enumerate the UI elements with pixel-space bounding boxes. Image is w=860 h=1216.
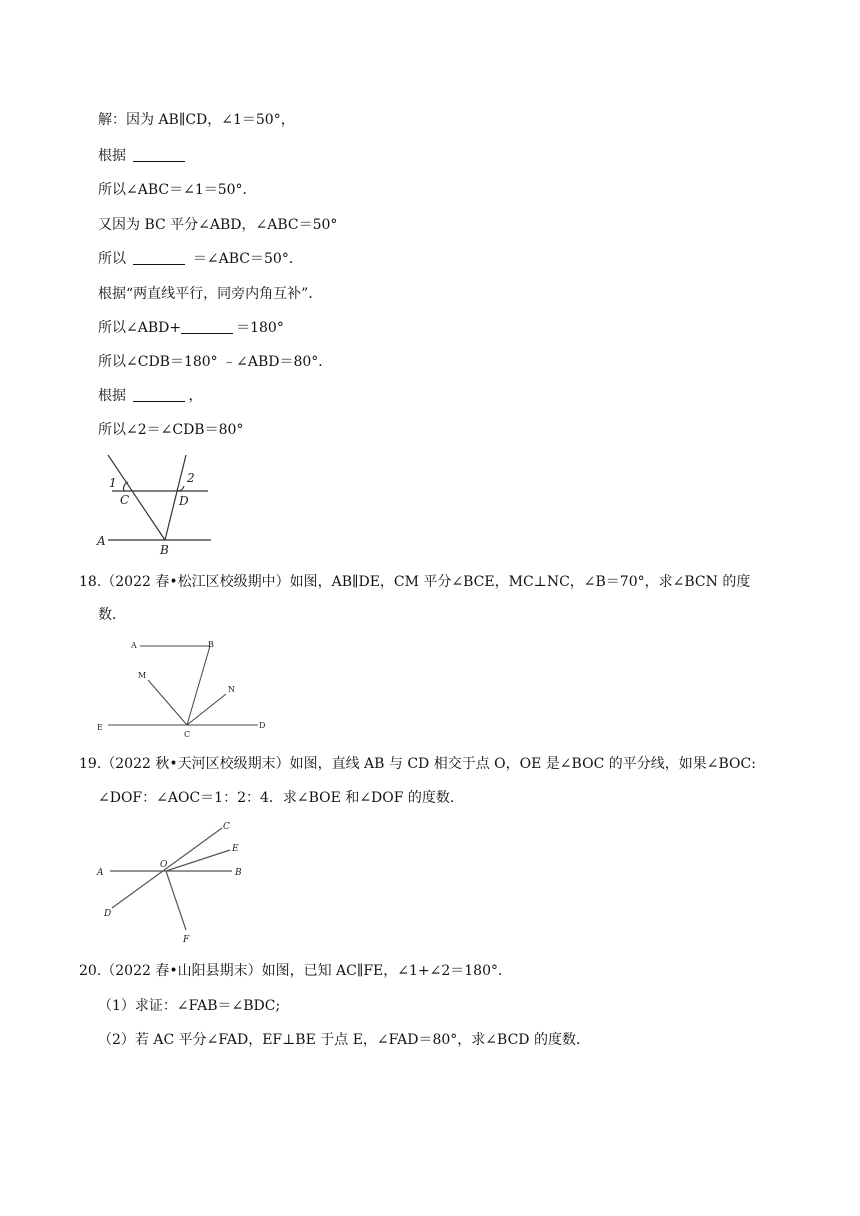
solution-line-9-prefix: 根据 (98, 388, 126, 404)
label-1: 1 (109, 476, 117, 490)
q20-text-line-1: 20.（2022 春•山阳县期末）如图，已知 AC∥FE，∠1+∠2＝180°． (79, 963, 513, 979)
answer-blank-2[interactable] (133, 250, 185, 265)
q20-part-1: （1）求证：∠FAB＝∠BDC; (98, 998, 281, 1014)
label-o-19: O (160, 860, 168, 870)
label-d-19: D (104, 909, 112, 919)
q18-text-line-1: 18.（2022 春•松江区校级期中）如图，AB∥DE，CM 平分∠BCE，MC⊥NC，∠B＝70°，求∠BCN 的度 (79, 574, 751, 590)
q20-part-2: （2）若 AC 平分∠FAD，EF⊥BE 于点 E，∠FAD＝80°，求∠BCD 的度数． (98, 1032, 590, 1048)
label-e-18: E (97, 723, 103, 732)
solution-line-9-suffix: ， (188, 388, 203, 404)
answer-blank-1[interactable] (133, 147, 185, 162)
label-b-19: B (235, 868, 242, 878)
answer-blank-4[interactable] (133, 387, 185, 402)
label-b: B (160, 543, 169, 557)
solution-line-7 (98, 318, 284, 338)
solution-line-4: 又因为 BC 平分∠ABD，∠ABC＝50° (98, 217, 338, 233)
label-d: D (179, 494, 189, 508)
q18-text-line-2: 数． (98, 607, 126, 623)
label-a-18: A (131, 641, 137, 650)
solution-line-6: 根据“两直线平行，同旁内角互补”． (98, 286, 323, 302)
label-a: A (97, 534, 106, 548)
line-bc-18 (187, 646, 210, 725)
solution-line-5-prefix: 所以 (98, 251, 126, 267)
line-of-19 (166, 871, 186, 930)
line-cd-19 (112, 828, 222, 908)
label-e-19: E (232, 844, 239, 854)
solution-line-5-suffix: ＝∠ABC＝50°． (192, 251, 303, 267)
solution-line-2 (98, 146, 188, 166)
solution-line-3: 所以∠ABC＝∠1＝50°． (98, 182, 257, 198)
label-c: C (120, 493, 130, 507)
q19-text-line-2: ∠DOF：∠AOC＝1：2：4．求∠BOE 和∠DOF 的度数． (98, 790, 464, 806)
angle-2-arc (178, 486, 184, 491)
label-d-18: D (259, 721, 266, 730)
line-cb (108, 455, 165, 540)
line-oe-19 (166, 850, 230, 871)
solution-line-1: 解：因为 AB∥CD，∠1＝50°， (98, 112, 295, 128)
label-a-19: A (97, 868, 104, 878)
solution-line-2-text: 根据 (98, 148, 126, 164)
solution-line-7-prefix: 所以∠ABD+ (98, 320, 182, 336)
label-2: 2 (187, 471, 195, 485)
label-f-19: F (183, 935, 190, 945)
label-c-19: C (223, 822, 230, 832)
label-c-18: C (184, 730, 191, 739)
solution-line-5 (98, 249, 303, 269)
label-b-18: B (208, 640, 214, 649)
label-m-18: M (138, 671, 147, 680)
solution-line-7-suffix: ＝180° (236, 320, 284, 336)
solution-line-10: 所以∠2＝∠CDB＝80° (98, 422, 244, 438)
label-n-18: N (228, 685, 235, 694)
answer-blank-3[interactable] (181, 319, 233, 334)
line-db (165, 455, 186, 540)
line-nc-18 (187, 694, 226, 725)
solution-line-9 (98, 386, 202, 406)
line-mc-18 (148, 680, 187, 725)
solution-line-8: 所以∠CDB＝180° ﹣∠ABD＝80°． (98, 354, 333, 370)
angle-1-arc (124, 482, 128, 491)
q19-text-line-1: 19.（2022 秋•天河区校级期末）如图，直线 AB 与 CD 相交于点 O，OE 是∠BOC 的平分线，如果∠BOC: (79, 756, 756, 772)
